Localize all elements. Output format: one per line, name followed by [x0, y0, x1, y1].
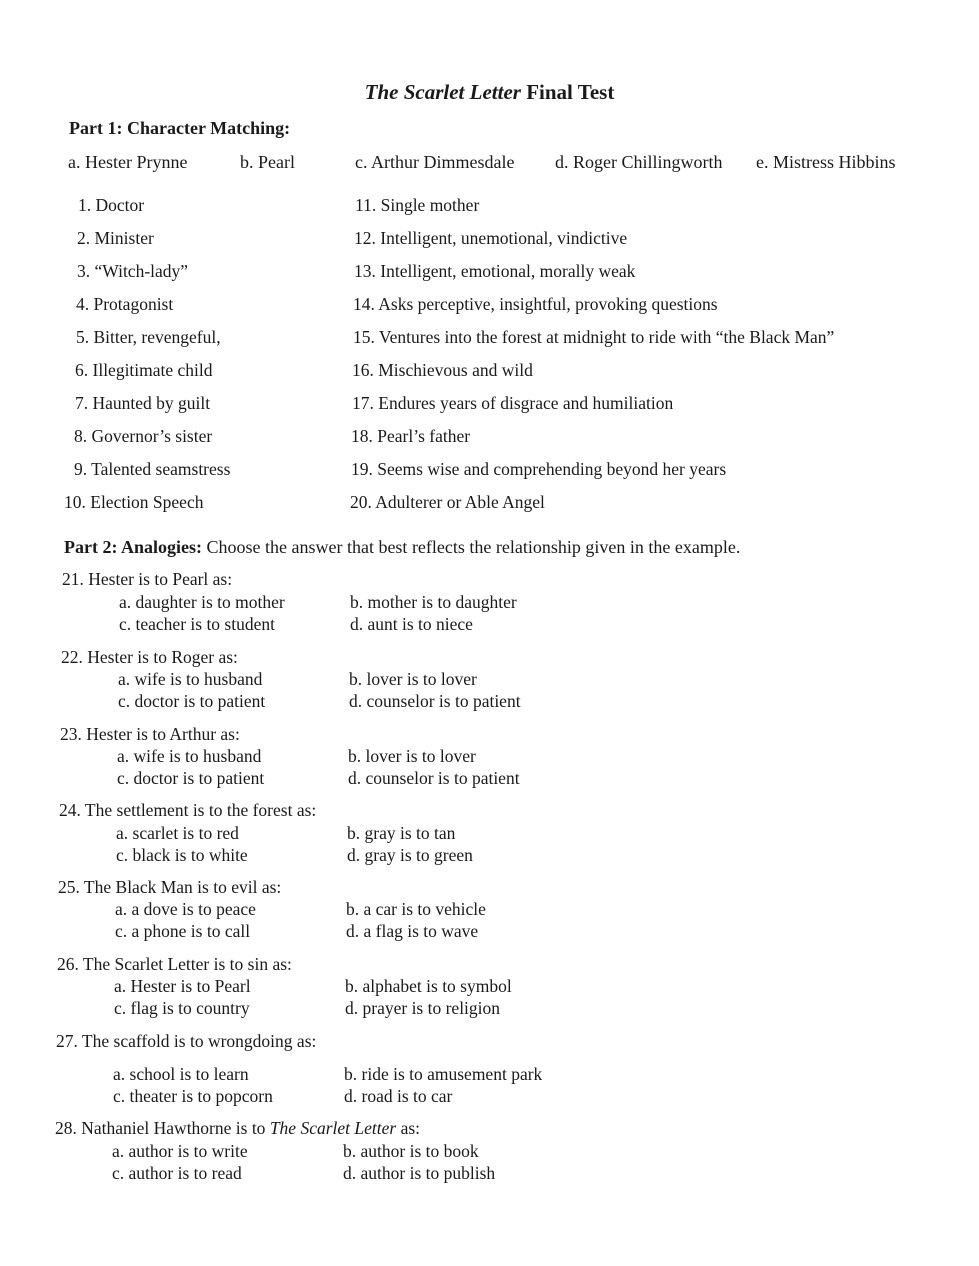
choice-d: d. Roger Chillingworth [555, 152, 723, 172]
analogy-26-option-d: d. prayer is to religion [345, 998, 501, 1018]
part2-heading-label: Part 2: Analogies: [64, 537, 202, 557]
choice-c: c. Arthur Dimmesdale [355, 152, 515, 172]
analogy-25-option-d: d. a flag is to wave [346, 921, 479, 941]
analogy-23-option-c: c. doctor is to patient [117, 768, 265, 788]
analogy-question-21: 21. Hester is to Pearl as: [62, 569, 233, 589]
choice-a: a. Hester Prynne [68, 152, 188, 172]
analogy-21-option-b: b. mother is to daughter [350, 592, 517, 612]
page-title [0, 80, 979, 105]
analogy-question-24: 24. The settlement is to the forest as: [59, 800, 317, 820]
analogy-26-option-c: c. flag is to country [114, 998, 250, 1018]
matching-item-20: 20. Adulterer or Able Angel [350, 492, 545, 512]
analogy-question-25: 25. The Black Man is to evil as: [58, 877, 282, 897]
analogy-24-option-d: d. gray is to green [347, 845, 473, 865]
matching-item-2: 2. Minister [77, 228, 154, 248]
matching-item-10: 10. Election Speech [64, 492, 204, 512]
matching-item-3: 3. “Witch-lady” [77, 261, 189, 281]
matching-item-17: 17. Endures years of disgrace and humiliation [352, 393, 674, 413]
analogy-21-option-c: c. teacher is to student [119, 614, 275, 634]
analogy-22-option-a: a. wife is to husband [118, 669, 263, 689]
matching-item-13: 13. Intelligent, emotional, morally weak [354, 261, 636, 281]
analogy-26-option-b: b. alphabet is to symbol [345, 976, 512, 996]
part1-heading: Part 1: Character Matching: [69, 118, 291, 138]
analogy-27-option-c: c. theater is to popcorn [113, 1086, 273, 1106]
analogy-22-option-c: c. doctor is to patient [118, 691, 266, 711]
analogy-question-28 [55, 1118, 420, 1139]
analogy-28-prefix: 28. Nathaniel Hawthorne is to [55, 1118, 270, 1138]
matching-item-16: 16. Mischievous and wild [352, 360, 533, 380]
analogy-24-option-c: c. black is to white [116, 845, 248, 865]
matching-item-9: 9. Talented seamstress [74, 459, 231, 479]
analogy-28-suffix: as: [396, 1118, 421, 1138]
analogy-23-option-a: a. wife is to husband [117, 746, 262, 766]
analogy-24-option-b: b. gray is to tan [347, 823, 456, 843]
analogy-22-option-d: d. counselor is to patient [349, 691, 521, 711]
part2-instruction: Choose the answer that best reflects the relationship given in the example. [201, 537, 741, 557]
choice-b: b. Pearl [240, 152, 295, 172]
matching-item-6: 6. Illegitimate child [75, 360, 213, 380]
matching-item-14: 14. Asks perceptive, insightful, provoking questions [353, 294, 718, 314]
analogy-21-option-a: a. daughter is to mother [119, 592, 285, 612]
analogy-28-book-title: The Scarlet Letter [269, 1118, 397, 1138]
matching-item-19: 19. Seems wise and comprehending beyond her years [351, 459, 727, 479]
analogy-21-option-d: d. aunt is to niece [350, 614, 473, 634]
analogy-question-23: 23. Hester is to Arthur as: [60, 724, 240, 744]
analogy-25-option-a: a. a dove is to peace [115, 899, 256, 919]
analogy-28-option-a: a. author is to write [112, 1141, 248, 1161]
title-suffix: Final Test [520, 80, 615, 104]
matching-item-1: 1. Doctor [78, 195, 145, 215]
analogy-24-option-a: a. scarlet is to red [116, 823, 239, 843]
analogy-23-option-d: d. counselor is to patient [348, 768, 520, 788]
analogy-26-option-a: a. Hester is to Pearl [114, 976, 251, 996]
part2-heading [64, 537, 740, 558]
analogy-28-option-d: d. author is to publish [343, 1163, 496, 1183]
analogy-25-option-c: c. a phone is to call [115, 921, 251, 941]
matching-item-8: 8. Governor’s sister [74, 426, 213, 446]
analogy-27-option-a: a. school is to learn [113, 1064, 249, 1084]
analogy-question-27: 27. The scaffold is to wrongdoing as: [56, 1031, 317, 1051]
analogy-question-22: 22. Hester is to Roger as: [61, 647, 238, 667]
matching-item-4: 4. Protagonist [76, 294, 174, 314]
analogy-27-option-d: d. road is to car [344, 1086, 453, 1106]
matching-item-18: 18. Pearl’s father [351, 426, 471, 446]
choice-e: e. Mistress Hibbins [756, 152, 896, 172]
analogy-28-option-b: b. author is to book [343, 1141, 479, 1161]
title-book-name: The Scarlet Letter [364, 80, 521, 104]
matching-item-12: 12. Intelligent, unemotional, vindictive [354, 228, 628, 248]
analogy-23-option-b: b. lover is to lover [348, 746, 476, 766]
analogy-27-option-b: b. ride is to amusement park [344, 1064, 543, 1084]
matching-item-7: 7. Haunted by guilt [75, 393, 211, 413]
analogy-25-option-b: b. a car is to vehicle [346, 899, 486, 919]
analogy-22-option-b: b. lover is to lover [349, 669, 477, 689]
analogy-28-option-c: c. author is to read [112, 1163, 242, 1183]
matching-item-15: 15. Ventures into the forest at midnight to ride with “the Black Man” [353, 327, 835, 347]
analogy-question-26: 26. The Scarlet Letter is to sin as: [57, 954, 292, 974]
matching-item-5: 5. Bitter, revengeful, [76, 327, 221, 347]
matching-item-11: 11. Single mother [355, 195, 480, 215]
